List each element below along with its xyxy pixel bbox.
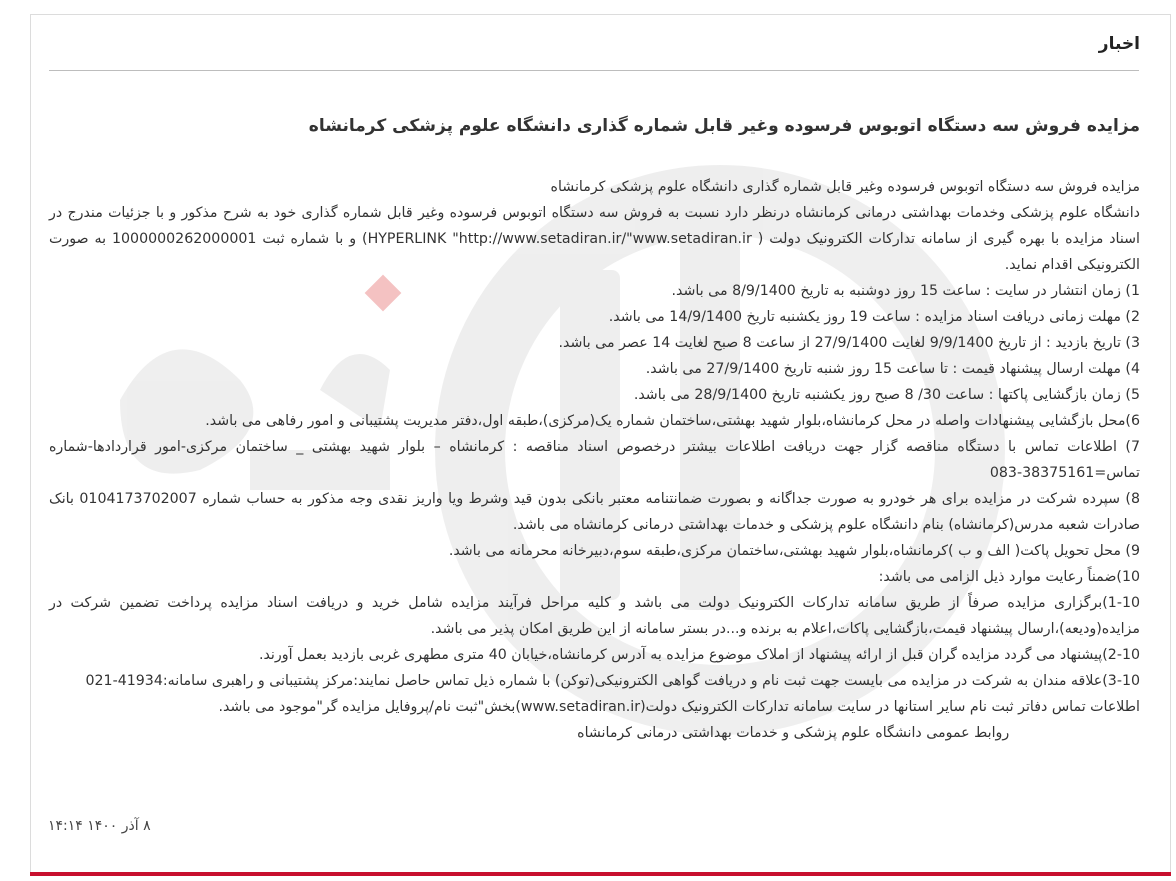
paragraph: 8) سپرده شرکت در مزایده برای هر خودرو به صورت جداگانه و بصورت ضمانتنامه معتبر بانکی بدون قید وشرط ویا واریز نقدی وجه مذکور به حساب شماره 0104173702007 بانک صادرات شعبه مدرس(کرمانشاه) بنام دانشگاه علوم پزشکی و خدمات بهداشتی درمانی کرمانشاه می باشد. — [49, 491, 1140, 533]
paragraph: 1) زمان انتشار در سایت : ساعت 15 روز دوشنبه به تاریخ 8/9/1400 می باشد. — [671, 283, 1140, 299]
paragraph: 9) محل تحویل پاکت( الف و ب )کرمانشاه،بلوار شهید بهشتی،ساختمان مرکزی،طبقه سوم،دبیرخانه محرمانه می باشد. — [448, 543, 1140, 559]
paragraph: 3) تاریخ بازدید : از تاریخ 9/9/1400 لغایت 27/9/1400 از ساعت 8 صبح لغایت 14 عصر می باشد. — [558, 335, 1140, 351]
publish-date: ۸ آذر ۱۴۰۰ ۱۴:۱۴ — [48, 818, 151, 834]
paragraph: 2-10)پیشنهاد می گردد مزایده گران قبل از ارائه پیشنهاد از املاک موضوع مزایده به آدرس کرمانشاه،خیابان 40 متری مطهری غربی بازدید بعمل آورند. — [258, 647, 1140, 663]
paragraph: اطلاعات تماس دفاتر ثبت نام سایر استانها در سایت سامانه تدارکات الکترونیک دولت(www.setadiran.ir)بخش"ثبت نام/پروفایل مزایده گر"موجود می باشد. — [218, 699, 1140, 715]
section-heading: اخبار — [1098, 34, 1140, 54]
paragraph: 3-10)علاقه مندان به شرکت در مزایده می بایست جهت ثبت نام و دریافت گواهی الکترونیکی(توکن) با شماره ذیل تماس حاصل نمایند:مرکز پشتیبانی و راهبری سامانه:41934-021 — [85, 673, 1140, 689]
paragraph: دانشگاه علوم پزشکی وخدمات بهداشتی درمانی کرمانشاه درنظر دارد نسبت به فروش سه دستگاه اتوبوس فرسوده وغیر قابل شماره گذاری خود به شرح مذکور و با جزئیات مندرج در اسناد مزایده با بهره گیری از سامانه تدارکات الکترونیک دولت ( HYPERLINK "http://www.setadiran.ir/"www.setadiran.ir) و با شماره ثبت 1000000262000001 به صورت الکترونیکی اقدام نماید. — [49, 205, 1140, 273]
news-title: مزایده فروش سه دستگاه اتوبوس فرسوده وغیر قابل شماره گذاری دانشگاه علوم پزشکی کرمانشاه — [308, 116, 1140, 136]
paragraph: 2) مهلت زمانی دریافت اسناد مزایده : ساعت 19 روز یکشنبه تاریخ 14/9/1400 می باشد. — [608, 309, 1140, 325]
paragraph: مزایده فروش سه دستگاه اتوبوس فرسوده وغیر قابل شماره گذاری دانشگاه علوم پزشکی کرمانشاه — [550, 179, 1140, 195]
paragraph: 10)ضمناً رعایت موارد ذیل الزامی می باشد: — [878, 569, 1140, 585]
paragraph: 5) زمان بازگشایی پاکتها : ساعت 30/ 8 صبح روز یکشنبه تاریخ 28/9/1400 می باشد. — [633, 387, 1140, 403]
paragraph: 7) اطلاعات تماس با دستگاه مناقصه گزار جهت دریافت اطلاعات بیشتر درخصوص اسناد مناقصه : کرمانشاه – بلوار شهید بهشتی _ ساختمان مرکزی-امور قراردادها-شماره تماس=38375161-083 — [49, 439, 1140, 481]
paragraph: 4) مهلت ارسال پیشنهاد قیمت : تا ساعت 15 روز شنبه تاریخ 27/9/1400 می باشد. — [645, 361, 1140, 377]
accent-bar — [30, 872, 1171, 876]
news-body — [49, 174, 1140, 746]
signature-line: روابط عمومی دانشگاه علوم پزشکی و خدمات بهداشتی درمانی کرمانشاه — [577, 725, 1140, 741]
paragraph: 6)محل بازگشایی پیشنهادات واصله در محل کرمانشاه،بلوار شهید بهشتی،ساختمان شماره یک(مرکزی)،طبقه اول،دفتر مدیریت پشتیبانی و امور رفاهی می باشد. — [205, 413, 1140, 429]
paragraph: 1-10)برگزاری مزایده صرفاً از طریق سامانه تدارکات الکترونیک دولت می باشد و کلیه مراحل فرآیند مزایده شامل خرید و دریافت اسناد مزایده پرداخت تضمین شرکت در مزایده(ودیعه)،ارسال پیشنهاد قیمت،بازگشایی پاکات،اعلام به برنده و...در بستر سامانه از این طریق امکان پذیر می باشد. — [49, 595, 1140, 637]
divider — [49, 70, 1139, 71]
